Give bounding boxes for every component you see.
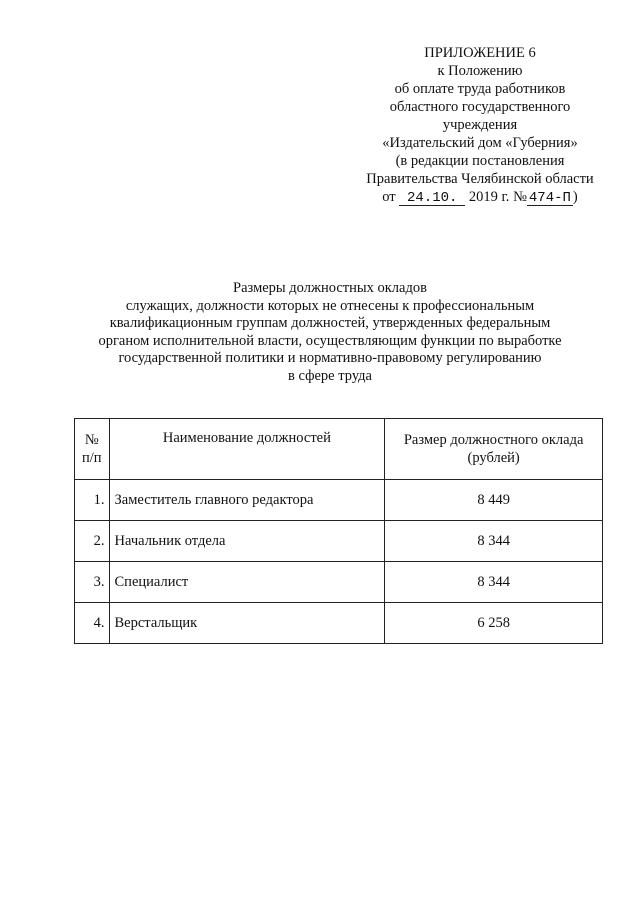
appendix-line: областного государственного <box>389 99 571 115</box>
title-line: служащих, должности которых не отнесены к профессиональным <box>125 297 535 314</box>
salary-value: 8 344 <box>385 562 603 603</box>
table-row <box>75 521 603 562</box>
salary-value: 8 344 <box>385 521 603 562</box>
row-number: 2. <box>75 521 110 562</box>
close-paren: ) <box>572 189 578 205</box>
decree-year: 2019 г. <box>468 189 510 205</box>
appendix-line: (в редакции постановления <box>395 153 565 169</box>
position-name: Специалист <box>109 562 385 603</box>
appendix-line: «Издательский дом «Губерния» <box>382 135 578 151</box>
table-row <box>75 603 603 644</box>
title-line: в сфере труда <box>288 367 372 384</box>
header-num: № п/п <box>75 419 110 480</box>
salary-value: 8 449 <box>385 480 603 521</box>
decree-date-line <box>350 188 610 206</box>
appendix-header <box>350 44 610 206</box>
date-prefix: от <box>382 189 396 205</box>
appendix-line: об оплате труда работников <box>394 81 566 97</box>
title-line: органом исполнительной власти, осуществляющим функции по выработке <box>98 332 562 349</box>
appendix-title: ПРИЛОЖЕНИЕ 6 <box>424 45 536 61</box>
title-line: квалификационным группам должностей, утвержденных федеральным <box>109 315 551 332</box>
table-header-row <box>75 419 603 480</box>
decree-number: 474-П <box>528 190 571 206</box>
document-title <box>90 280 570 386</box>
position-name: Заместитель главного редактора <box>109 480 385 521</box>
salary-table <box>74 418 603 644</box>
appendix-line: Правительства Челябинской области <box>366 171 594 187</box>
appendix-line: учреждения <box>442 117 518 133</box>
header-salary: Размер должностного оклада (рублей) <box>385 419 603 480</box>
row-number: 1. <box>75 480 110 521</box>
decree-date: 24.10. <box>399 191 465 206</box>
position-name: Верстальщик <box>109 603 385 644</box>
appendix-line: к Положению <box>437 63 523 79</box>
title-line: государственной политики и нормативно-правовому регулированию <box>118 350 542 367</box>
number-sign: № <box>513 189 527 205</box>
table-row <box>75 562 603 603</box>
title-line: Размеры должностных окладов <box>233 280 427 296</box>
position-name: Начальник отдела <box>109 521 385 562</box>
row-number: 3. <box>75 562 110 603</box>
table-row <box>75 480 603 521</box>
row-number: 4. <box>75 603 110 644</box>
header-name: Наименование должностей <box>109 419 385 480</box>
salary-value: 6 258 <box>385 603 603 644</box>
